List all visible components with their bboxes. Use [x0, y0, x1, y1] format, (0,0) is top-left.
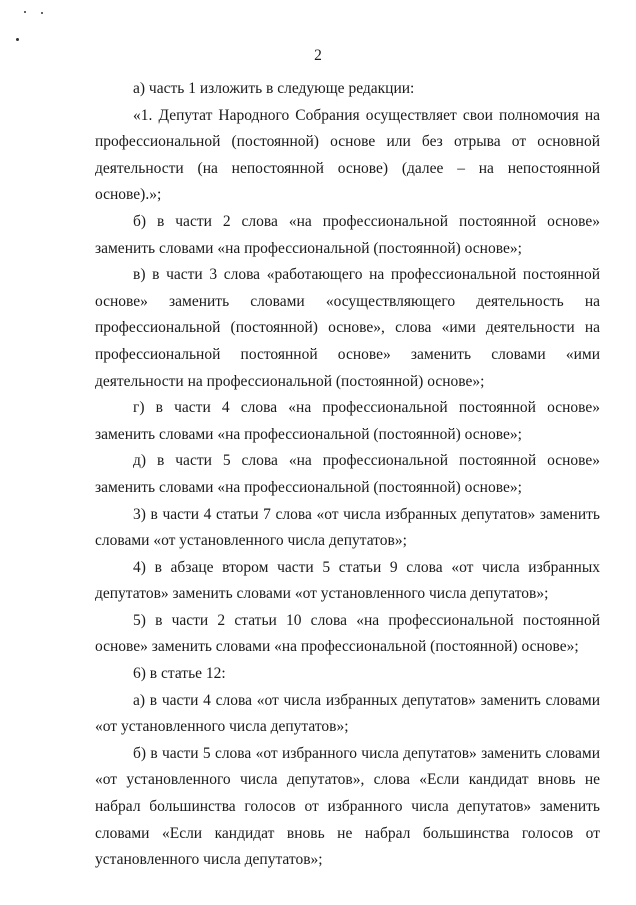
paragraph-item-3: 3) в части 4 статьи 7 слова «от числа избранных депутатов» заменить словами «от установленного числа депутатов»; [95, 505, 600, 550]
paragraph-quoted-part-1: «1. Депутат Народного Собрания осуществляет свои полномочия на профессиональной (постоянной) основе или без отрыва от основной деятельности (на непостоянной основе) (далее – на непостоянной основе).»; [95, 106, 600, 204]
scan-speck [24, 11, 26, 13]
document-body [95, 76, 600, 874]
paragraph-item-6: 6) в статье 12: [133, 665, 226, 683]
page-number: 2 [314, 47, 322, 64]
paragraph-item-5: 5) в части 2 статьи 10 слова «на профессиональной постоянной основе» заменить словами «на профессиональной (постоянной) основе»; [95, 611, 600, 656]
paragraph-amendment-part-5: д) в части 5 слова «на профессиональной постоянной основе» заменить словами «на профессиональной (постоянной) основе»; [95, 452, 600, 496]
paragraph-amendment-part-3: в) в части 3 слова «работающего на профессиональной постоянной основе» заменить словами «осуществляющего деятельность на профессиональной (постоянной) основе», слова «ими деятельности на профессиональной постоянной основе» заменить словами «ими деятельности на профессиональной (постоянной) основе»; [95, 266, 600, 390]
paragraph-amendment-part-4: г) в части 4 слова «на профессиональной постоянной основе» заменить словами «на профессиональной (постоянной) основе»; [95, 399, 600, 443]
scan-speck [16, 38, 19, 41]
paragraph-amendment-part-1: а) часть 1 изложить в следующе редакции: [133, 80, 415, 97]
paragraph-amendment-part-2: б) в части 2 слова «на профессиональной постоянной основе» заменить словами «на профессиональной (постоянной) основе»; [95, 212, 600, 257]
paragraph-item-6a: а) в части 4 слова «от числа избранных депутатов» заменить словами «от установленного числа депутатов»; [95, 691, 600, 736]
paragraph-item-6b: б) в части 5 слова «от избранного числа депутатов» заменить словами «от установленного числа депутатов», слова «Если кандидат вновь не набрал большинства голосов от избранного числа депутатов» заменить словами «Если кандидат вновь не набрал большинства голосов от установленного числа депутатов»; [95, 744, 600, 869]
paragraph-item-4: 4) в абзаце втором части 5 статьи 9 слова «от числа избранных депутатов» заменить словами «от установленного числа депутатов»; [95, 558, 600, 603]
scan-speck [41, 12, 43, 14]
